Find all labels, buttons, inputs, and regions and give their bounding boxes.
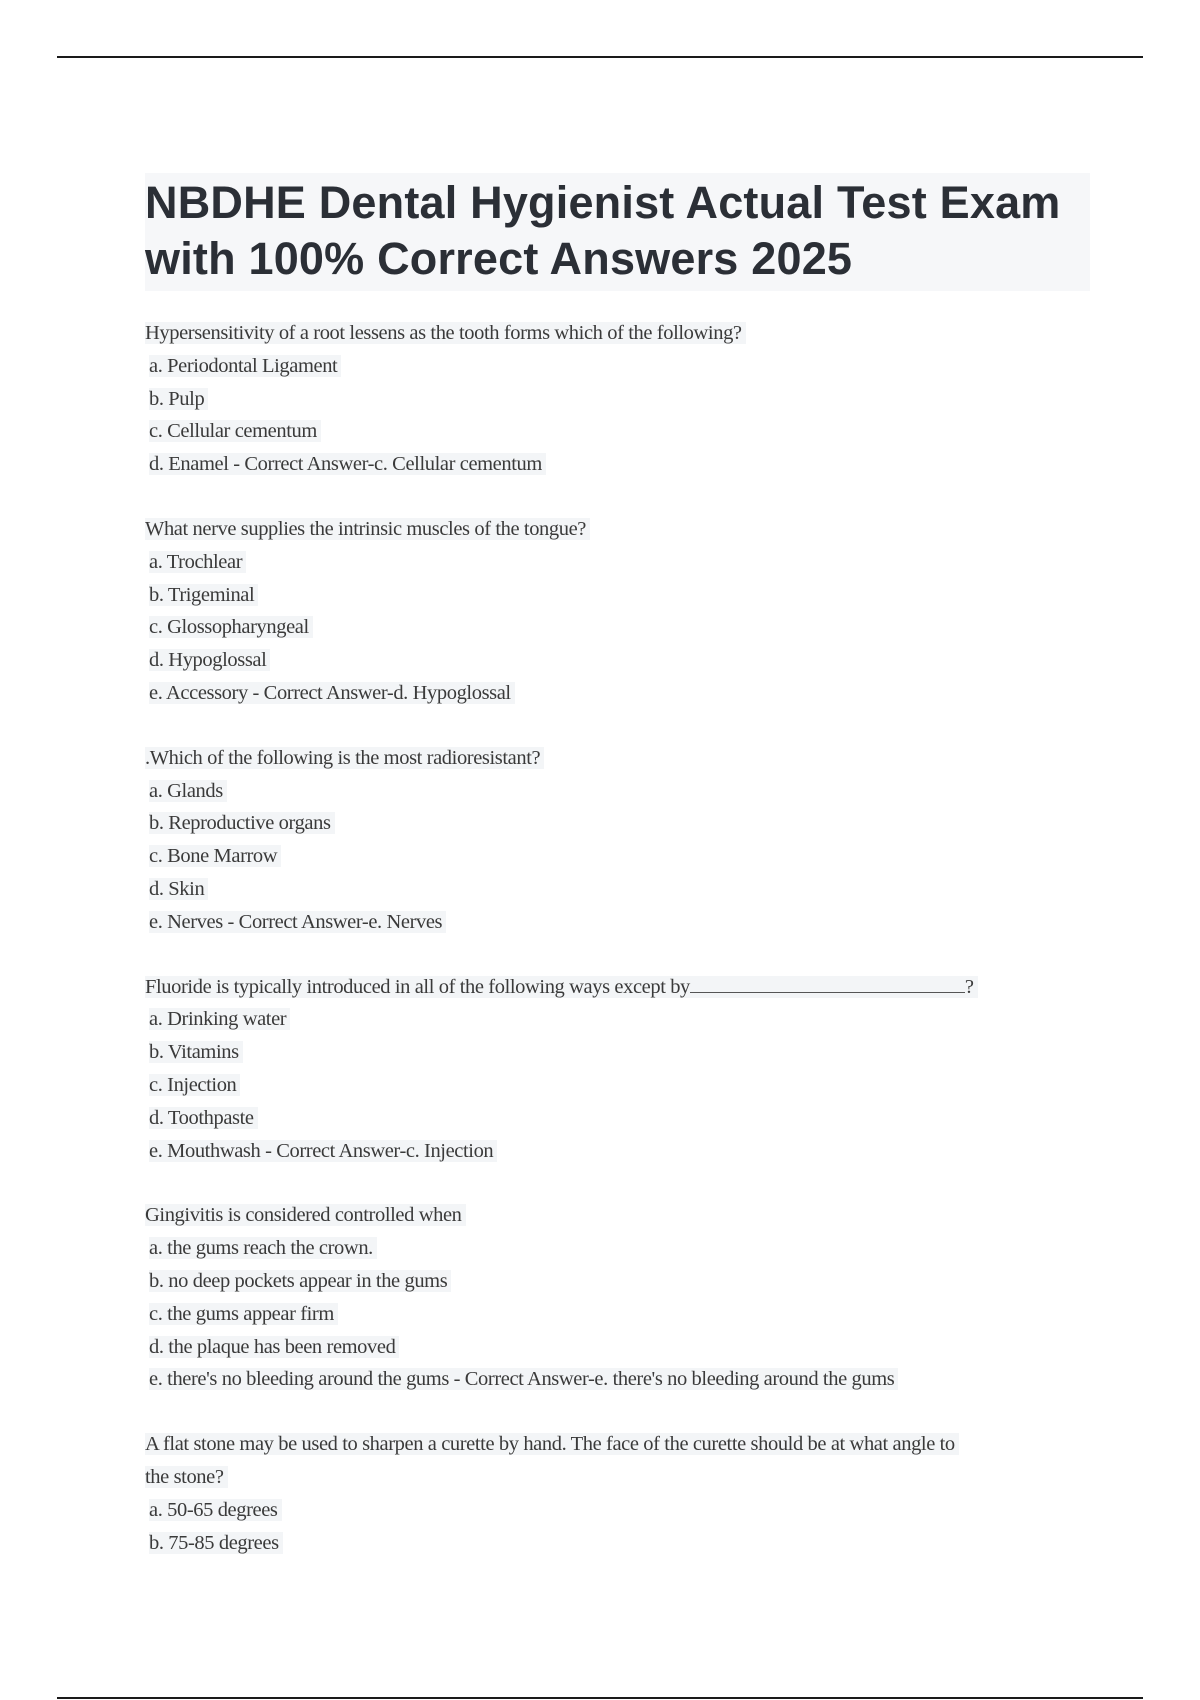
answer-option: c. Glossopharyngeal <box>149 616 313 638</box>
answer-option: a. Glands <box>149 780 227 802</box>
answer-option: b. Vitamins <box>149 1041 243 1063</box>
question-text: .Which of the following is the most radioresistant? <box>145 747 544 769</box>
question-text-after-blank: ? <box>964 975 974 998</box>
answer-option: a. the gums reach the crown. <box>149 1237 377 1259</box>
question-text-line-1: A flat stone may be used to sharpen a curette by hand. The face of the curette should be at what angle to <box>145 1433 959 1455</box>
question-block <box>145 513 1090 710</box>
bottom-rule <box>57 1697 1143 1699</box>
fill-in-blank-line <box>690 974 965 993</box>
question-text-before-blank: Fluoride is typically introduced in all of the following ways except by <box>145 975 690 998</box>
document-title: NBDHE Dental Hygienist Actual Test Exam with 100% Correct Answers 2025 <box>145 173 1090 291</box>
answer-option: b. no deep pockets appear in the gums <box>149 1270 451 1292</box>
answer-option-with-correct-answer: d. Enamel - Correct Answer-c. Cellular cementum <box>149 453 546 475</box>
question-text: Gingivitis is considered controlled when <box>145 1204 466 1226</box>
question-block <box>145 742 1090 939</box>
question-block <box>145 1428 1090 1559</box>
question-text: Hypersensitivity of a root lessens as the tooth forms which of the following? <box>145 322 746 344</box>
answer-option: d. the plaque has been removed <box>149 1336 399 1358</box>
question-block <box>145 971 1090 1168</box>
top-rule <box>57 56 1143 58</box>
answer-option: d. Hypoglossal <box>149 649 270 671</box>
answer-option: a. Trochlear <box>149 551 246 573</box>
document-body <box>145 173 1090 1591</box>
answer-option: c. the gums appear firm <box>149 1303 338 1325</box>
answer-option-with-correct-answer: e. Mouthwash - Correct Answer-c. Injection <box>149 1140 497 1162</box>
answer-option: d. Toothpaste <box>149 1107 258 1129</box>
question-text-line-2: the stone? <box>145 1466 228 1488</box>
answer-option: c. Cellular cementum <box>149 420 321 442</box>
answer-option: a. Periodontal Ligament <box>149 355 341 377</box>
question-block <box>145 317 1090 481</box>
answer-option: b. Pulp <box>149 388 208 410</box>
answer-option: c. Injection <box>149 1074 240 1096</box>
answer-option: d. Skin <box>149 878 208 900</box>
question-text <box>145 976 978 998</box>
answer-option: c. Bone Marrow <box>149 845 281 867</box>
answer-option-with-correct-answer: e. there's no bleeding around the gums - Correct Answer-e. there's no bleeding around the gums <box>149 1368 898 1390</box>
answer-option: a. 50-65 degrees <box>149 1499 282 1521</box>
answer-option: b. Reproductive organs <box>149 812 335 834</box>
answer-option-with-correct-answer: e. Nerves - Correct Answer-e. Nerves <box>149 911 446 933</box>
answer-option: b. 75-85 degrees <box>149 1532 283 1554</box>
question-block <box>145 1199 1090 1396</box>
answer-option: a. Drinking water <box>149 1008 290 1030</box>
answer-option-with-correct-answer: e. Accessory - Correct Answer-d. Hypoglossal <box>149 682 515 704</box>
question-text: What nerve supplies the intrinsic muscles of the tongue? <box>145 518 590 540</box>
answer-option: b. Trigeminal <box>149 584 258 606</box>
